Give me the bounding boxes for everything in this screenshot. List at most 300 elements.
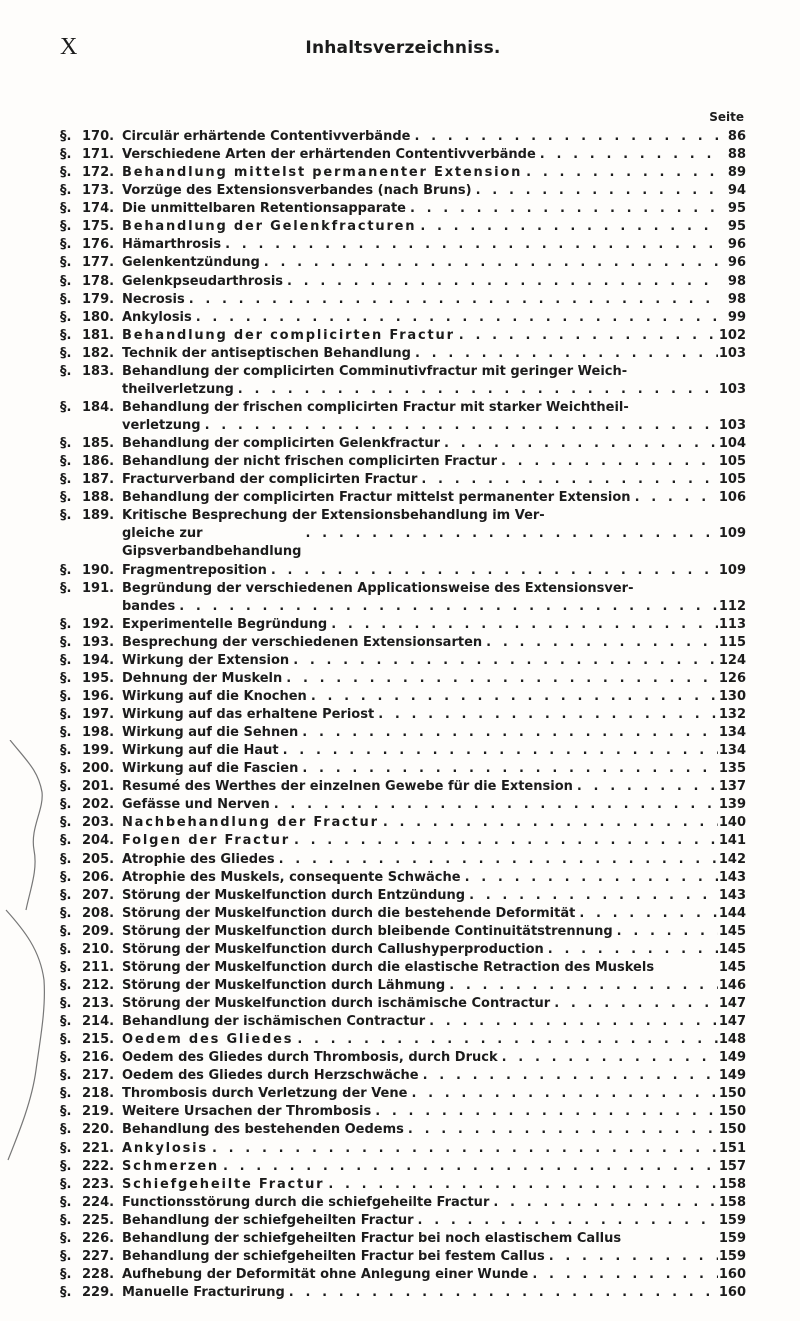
leader-dots — [577, 778, 718, 796]
entry-body — [122, 218, 746, 236]
entry-body — [122, 562, 746, 580]
leader-dots — [414, 128, 718, 146]
section-number: 178. — [82, 273, 115, 289]
leader-dots — [179, 598, 718, 616]
page-number: 105 — [718, 454, 746, 470]
section-number: 176. — [82, 237, 115, 253]
entry-title: Vorzüge des Extensionsverbandes (nach Bruns) — [122, 183, 472, 199]
leader-dots — [493, 1194, 718, 1212]
entry-title: Behandlung der schiefgeheilten Fractur — [122, 1212, 414, 1228]
page-number: 141 — [718, 833, 746, 849]
toc-entry — [60, 1067, 746, 1085]
leader-dots — [465, 869, 718, 887]
toc-entry — [60, 507, 746, 561]
section-number: 226. — [82, 1230, 115, 1246]
page-number: 145 — [718, 959, 746, 975]
section-number: 218. — [82, 1086, 115, 1102]
entry-title: Behandlung der nicht frischen complicirten Fractur — [122, 454, 498, 470]
toc-entry — [60, 887, 746, 905]
entry-body — [122, 453, 746, 471]
section-number: 215. — [82, 1032, 115, 1048]
page-header — [60, 34, 746, 78]
entry-body — [122, 652, 746, 670]
page-number: 149 — [718, 1050, 746, 1066]
leader-dots — [444, 435, 718, 453]
entry-title: Technik der antiseptischen Behandlung — [122, 345, 411, 361]
entry-continuation-line — [122, 417, 746, 435]
section-number: 187. — [82, 472, 115, 488]
toc-entry — [60, 236, 746, 254]
section-number: 227. — [82, 1248, 115, 1264]
section-sign: §. — [60, 562, 72, 578]
toc-entry — [60, 1266, 746, 1284]
toc-entry — [60, 291, 746, 309]
section-sign: §. — [60, 725, 72, 741]
page-number: 132 — [718, 707, 746, 722]
section-number: 228. — [82, 1266, 115, 1282]
entry-title: Störung der Muskelfunction durch bleibende Continuitätstrennung — [122, 923, 613, 939]
page-number: 150 — [718, 1086, 746, 1102]
section-number: 183. — [82, 363, 115, 379]
leader-dots — [415, 345, 718, 363]
section-sign: §. — [60, 1212, 72, 1228]
entry-body — [122, 327, 746, 345]
section-number: 222. — [82, 1158, 115, 1174]
entry-title: Aufhebung der Deformität ohne Anlegung einer Wunde — [122, 1266, 529, 1282]
entry-title: Folgen der Fractur — [122, 833, 290, 849]
leader-dots — [408, 1121, 718, 1139]
entry-title: Die unmittelbaren Retentionsapparate — [122, 201, 406, 217]
entry-title: Fracturverband der complicirten Fractur — [122, 472, 418, 488]
section-sign: §. — [60, 688, 72, 704]
leader-dots — [469, 887, 718, 905]
section-number: 206. — [82, 869, 115, 885]
section-number: 195. — [82, 670, 115, 686]
leader-dots — [289, 1284, 718, 1302]
page-number: 158 — [718, 1194, 746, 1210]
entry-title: Necrosis — [122, 291, 185, 307]
section-sign: §. — [60, 905, 72, 921]
page-number: 137 — [718, 779, 746, 795]
page-title: Inhaltsverzeichniss. — [305, 38, 501, 58]
page-number: 105 — [718, 472, 746, 488]
page-number: 88 — [727, 147, 746, 163]
entry-body — [122, 977, 746, 995]
entry-title: Behandlung der Gelenkfracturen — [122, 219, 417, 235]
section-number: 181. — [82, 327, 115, 343]
entry-title: Manuelle Fracturirung — [122, 1285, 285, 1300]
page-number: 159 — [718, 1212, 746, 1228]
page-number: 157 — [718, 1158, 746, 1174]
toc-entry — [60, 1284, 746, 1302]
section-sign: §. — [60, 1194, 72, 1210]
toc-entry — [60, 869, 746, 887]
entry-title: Hämarthrosis — [122, 237, 222, 253]
entry-title: Störung der Muskelfunction durch Lähmung — [122, 977, 446, 993]
page-number: 96 — [727, 237, 746, 253]
leader-dots — [205, 417, 718, 435]
entry-body — [122, 1248, 746, 1266]
page-number: 103 — [718, 418, 746, 433]
leader-dots — [302, 724, 718, 742]
entry-title: Nachbehandlung der Fractur — [122, 815, 379, 831]
toc-entry — [60, 1158, 746, 1176]
page-number: 143 — [718, 887, 746, 903]
page-number: 86 — [727, 129, 746, 144]
entry-body — [122, 724, 746, 742]
entry-title: Circulär erhärtende Contentivverbände — [122, 129, 411, 144]
page-number: 109 — [718, 562, 746, 578]
leader-dots — [532, 1266, 718, 1284]
entry-body — [122, 923, 746, 941]
entry-title: Ankylosis — [122, 1140, 208, 1156]
entry-title: Wirkung auf das erhaltene Periost — [122, 707, 375, 722]
page-number-roman: X — [60, 34, 78, 60]
section-number: 202. — [82, 797, 115, 813]
section-number: 208. — [82, 905, 115, 921]
page-number: 158 — [718, 1176, 746, 1192]
toc-entry — [60, 309, 746, 327]
page-number: 134 — [718, 743, 746, 759]
section-number: 225. — [82, 1212, 115, 1228]
entry-title: Behandlung der ischämischen Contractur — [122, 1014, 426, 1030]
section-sign: §. — [60, 129, 72, 144]
entry-continuation-line — [122, 598, 746, 616]
section-sign: §. — [60, 580, 72, 596]
leader-dots — [196, 309, 718, 327]
page-column-label: Seite — [709, 110, 744, 124]
entry-title-continuation: gleiche zur Gipsverbandbehandlung — [122, 526, 302, 560]
toc-entry — [60, 977, 746, 995]
toc-entry — [60, 562, 746, 580]
page-number: 106 — [718, 490, 746, 506]
leader-dots — [378, 706, 718, 724]
toc-entry — [60, 670, 746, 688]
entry-body — [122, 814, 746, 832]
entry-body — [122, 1266, 746, 1284]
section-number: 174. — [82, 201, 115, 217]
entry-body — [122, 164, 746, 182]
page-number: 151 — [718, 1140, 746, 1156]
leader-dots — [579, 905, 718, 923]
section-sign: §. — [60, 1014, 72, 1030]
entry-title: Behandlung der complicirten Fractur mittelst permanenter Extension — [122, 490, 631, 506]
toc-entry — [60, 218, 746, 236]
section-number: 224. — [82, 1194, 115, 1210]
page-number: 139 — [718, 797, 746, 813]
page-number: 130 — [718, 688, 746, 704]
leader-dots — [225, 236, 718, 254]
toc-entry — [60, 1140, 746, 1158]
toc-entry — [60, 959, 746, 977]
entry-body — [122, 1013, 746, 1031]
section-number: 217. — [82, 1068, 115, 1084]
section-sign: §. — [60, 183, 72, 199]
table-of-contents — [60, 128, 746, 1302]
section-number: 207. — [82, 887, 115, 903]
entry-title: Atrophie des Gliedes — [122, 851, 275, 867]
section-number: 209. — [82, 923, 115, 939]
entry-body — [122, 796, 746, 814]
section-sign: §. — [60, 219, 72, 235]
toc-entry — [60, 399, 746, 435]
section-sign: §. — [60, 634, 72, 650]
toc-entry — [60, 706, 746, 724]
entry-title: Wirkung auf die Haut — [122, 743, 279, 759]
toc-entry — [60, 345, 746, 363]
page-number: 160 — [718, 1266, 746, 1282]
section-sign: §. — [60, 1248, 72, 1264]
section-number: 180. — [82, 309, 115, 325]
entry-body — [122, 1085, 746, 1103]
section-sign: §. — [60, 309, 72, 325]
entry-body — [122, 688, 746, 706]
page-number: 95 — [727, 219, 746, 235]
leader-dots — [331, 616, 718, 634]
entry-title: Weitere Ursachen der Thrombosis — [122, 1104, 372, 1120]
section-number: 203. — [82, 815, 115, 831]
toc-entry — [60, 652, 746, 670]
toc-entry — [60, 995, 746, 1013]
leader-dots — [264, 254, 718, 272]
leader-dots — [423, 1067, 718, 1085]
entry-title: Gefässe und Nerven — [122, 797, 270, 813]
section-sign: §. — [60, 1122, 72, 1138]
toc-entry — [60, 832, 746, 850]
toc-entry — [60, 1212, 746, 1230]
entry-title: Besprechung der verschiedenen Extensionsarten — [122, 634, 483, 650]
entry-body — [122, 471, 746, 489]
section-sign: §. — [60, 869, 72, 885]
entry-body — [122, 760, 746, 778]
leader-dots — [189, 291, 718, 309]
toc-entry — [60, 1031, 746, 1049]
leader-dots — [271, 562, 718, 580]
page-number: 143 — [718, 869, 746, 885]
leader-dots — [418, 1212, 718, 1230]
page-number: 126 — [718, 670, 746, 686]
entry-body — [122, 995, 746, 1013]
entry-title: Behandlung der schiefgeheilten Fractur bei noch elastischem Callus — [122, 1230, 622, 1246]
page-number: 96 — [727, 255, 746, 271]
section-number: 220. — [82, 1122, 115, 1138]
leader-dots — [549, 1248, 718, 1266]
entry-body — [122, 1121, 746, 1139]
leader-dots — [635, 489, 718, 507]
page-number: 145 — [718, 923, 746, 939]
entry-title: Behandlung der frischen complicirten Fractur mit starker Weichtheil- — [122, 399, 629, 415]
entry-body — [122, 742, 746, 760]
toc-entry — [60, 489, 746, 507]
entry-body — [122, 236, 746, 254]
entry-title: Oedem des Gliedes durch Herzschwäche — [122, 1068, 419, 1084]
section-sign: §. — [60, 779, 72, 795]
entry-title: Behandlung mittelst permanenter Extension — [122, 165, 523, 181]
toc-entry — [60, 905, 746, 923]
section-sign: §. — [60, 399, 72, 415]
section-number: 219. — [82, 1104, 115, 1120]
entry-title-continuation: theilverletzung — [122, 381, 234, 397]
toc-entry — [60, 580, 746, 616]
section-sign: §. — [60, 1032, 72, 1048]
entry-title: Schiefgeheilte Fractur — [122, 1176, 325, 1192]
section-number: 171. — [82, 147, 115, 163]
entry-body — [122, 309, 746, 327]
toc-entry — [60, 363, 746, 399]
section-number: 213. — [82, 996, 115, 1011]
page-number: 160 — [718, 1285, 746, 1300]
page-number: 124 — [718, 652, 746, 668]
section-sign: §. — [60, 1285, 72, 1300]
leader-dots — [449, 977, 718, 995]
toc-entry — [60, 688, 746, 706]
section-sign: §. — [60, 291, 72, 307]
leader-dots — [410, 200, 718, 218]
leader-dots — [459, 327, 718, 345]
leader-dots — [383, 814, 718, 832]
section-number: 196. — [82, 688, 115, 704]
section-number: 172. — [82, 165, 115, 181]
section-number: 179. — [82, 291, 115, 307]
leader-dots — [212, 1140, 718, 1158]
toc-entry — [60, 453, 746, 471]
leader-dots — [501, 453, 718, 471]
page-number: 95 — [727, 201, 746, 217]
entry-body — [122, 128, 746, 146]
leader-dots — [302, 760, 718, 778]
entry-title: Oedem des Gliedes — [122, 1032, 294, 1048]
section-number: 194. — [82, 652, 115, 668]
entry-body — [122, 1176, 746, 1194]
section-sign: §. — [60, 1140, 72, 1156]
page-number: 147 — [718, 996, 746, 1011]
section-number: 223. — [82, 1176, 115, 1192]
section-number: 204. — [82, 833, 115, 849]
entry-body — [122, 869, 746, 887]
section-number: 221. — [82, 1140, 115, 1156]
entry-title: Behandlung der complicirten Gelenkfractur — [122, 436, 441, 452]
entry-title: Thrombosis durch Verletzung der Vene — [122, 1086, 408, 1102]
toc-entry — [60, 164, 746, 182]
leader-dots — [486, 634, 718, 652]
section-sign: §. — [60, 201, 72, 217]
entry-body — [122, 489, 746, 507]
section-number: 199. — [82, 743, 115, 759]
toc-entry — [60, 128, 746, 146]
section-number: 188. — [82, 490, 115, 506]
entry-body — [122, 941, 746, 959]
leader-dots — [294, 832, 718, 850]
entry-title: Wirkung auf die Knochen — [122, 688, 307, 704]
entry-title: Ankylosis — [122, 309, 192, 325]
entry-title: Dehnung der Muskeln — [122, 670, 283, 686]
entry-title: Behandlung der complicirten Comminutivfractur mit geringer Weich- — [122, 363, 628, 379]
entry-body — [122, 616, 746, 634]
section-sign: §. — [60, 1176, 72, 1192]
section-sign: §. — [60, 454, 72, 470]
section-number: 212. — [82, 977, 115, 993]
section-sign: §. — [60, 761, 72, 777]
entry-title: Fragmentreposition — [122, 562, 267, 578]
page-number: 134 — [718, 725, 746, 741]
section-sign: §. — [60, 652, 72, 668]
section-sign: §. — [60, 1230, 72, 1246]
section-number: 205. — [82, 851, 115, 867]
page-number: 150 — [718, 1104, 746, 1120]
section-number: 190. — [82, 562, 115, 578]
section-number: 170. — [82, 129, 115, 144]
section-sign: §. — [60, 363, 72, 379]
section-sign: §. — [60, 851, 72, 867]
page-number: 145 — [718, 941, 746, 957]
entry-body — [122, 778, 746, 796]
toc-entry — [60, 1103, 746, 1121]
entry-title: Behandlung des bestehenden Oedems — [122, 1122, 404, 1138]
section-number: 200. — [82, 761, 115, 777]
entry-body — [122, 363, 746, 399]
section-number: 177. — [82, 255, 115, 271]
entry-body — [122, 706, 746, 724]
section-number: 191. — [82, 580, 115, 596]
section-number: 229. — [82, 1285, 115, 1300]
entry-body — [122, 1158, 746, 1176]
entry-body — [122, 1230, 746, 1248]
page-number: 148 — [718, 1032, 746, 1048]
section-sign: §. — [60, 1104, 72, 1120]
entry-body — [122, 291, 746, 309]
toc-entry — [60, 634, 746, 652]
toc-entry — [60, 742, 746, 760]
page-column-label-row — [60, 110, 746, 126]
section-number: 184. — [82, 399, 115, 415]
leader-dots — [429, 1013, 718, 1031]
section-sign: §. — [60, 255, 72, 271]
toc-entry — [60, 778, 746, 796]
toc-entry — [60, 616, 746, 634]
margin-pencil-mark — [0, 740, 60, 1220]
entry-title: Schmerzen — [122, 1158, 219, 1174]
toc-entry — [60, 923, 746, 941]
entry-body — [122, 905, 746, 923]
entry-title: Wirkung der Extension — [122, 652, 290, 668]
leader-dots — [238, 381, 718, 399]
section-number: 193. — [82, 634, 115, 650]
section-sign: §. — [60, 923, 72, 939]
entry-title-continuation: bandes — [122, 598, 176, 614]
section-number: 175. — [82, 219, 115, 235]
entry-body — [122, 670, 746, 688]
toc-entry — [60, 760, 746, 778]
toc-entry — [60, 435, 746, 453]
entry-title: Oedem des Gliedes durch Thrombosis, durch Druck — [122, 1050, 498, 1066]
leader-dots — [420, 218, 718, 236]
section-number: 201. — [82, 779, 115, 795]
section-sign: §. — [60, 815, 72, 831]
leader-dots — [421, 471, 718, 489]
leader-dots — [223, 1158, 718, 1176]
toc-entry — [60, 796, 746, 814]
section-sign: §. — [60, 959, 72, 975]
entry-title: Wirkung auf die Fascien — [122, 761, 299, 777]
section-sign: §. — [60, 147, 72, 163]
toc-entry — [60, 273, 746, 291]
entry-body — [122, 959, 746, 977]
section-sign: §. — [60, 508, 72, 524]
entry-body — [122, 1103, 746, 1121]
entry-title: Gelenkpseudarthrosis — [122, 273, 284, 289]
entry-body — [122, 182, 746, 200]
leader-dots — [502, 1049, 718, 1067]
